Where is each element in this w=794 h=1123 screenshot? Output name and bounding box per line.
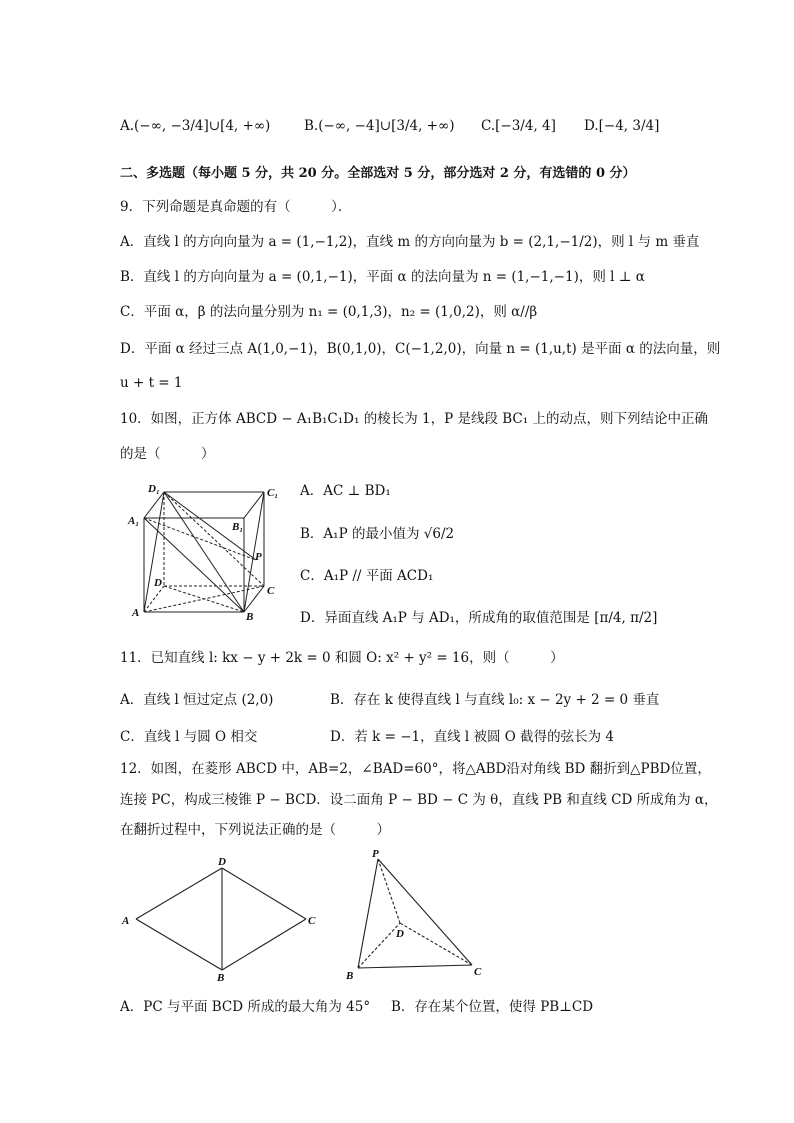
q9-option-c: C．平面 α，β 的法向量分别为 n₁ = (0,1,3)，n₂ = (1,0,2)，则 α//β (120, 304, 538, 320)
q9-stem: 9．下列命题是真命题的有（ ）． (120, 199, 352, 215)
label-b1: B₁ (232, 521, 244, 533)
q8-option-c: C.[−3/4, 4] (481, 118, 556, 134)
q8-option-d: D.[−4, 3/4] (584, 118, 660, 134)
rhombus-label-b: B (217, 972, 225, 984)
rhombus-label-d: D (218, 856, 226, 868)
q9-option-d-line1: D．平面 α 经过三点 A(1,0,−1)，B(0,1,0)，C(−1,2,0)，向量 n = (1,u,t) 是平面 α 的法向量，则 (120, 341, 721, 357)
rhombus-label-a: A (122, 915, 130, 927)
section-title: 二、多选题（每小题 5 分，共 20 分。全部选对 5 分，部分选对 2 分，有选错的 0 分） (120, 166, 636, 181)
label-c1: C₁ (267, 487, 279, 499)
rhombus-label-c: C (308, 915, 316, 927)
q9-option-a: A．直线 l 的方向向量为 a = (1,−1,2)，直线 m 的方向向量为 b = (2,1,−1/2)，则 l 与 m 垂直 (120, 234, 700, 250)
pyramid-label-b: B (346, 970, 354, 982)
q12-stem-line2: 连接 PC，构成三棱锥 P − BCD．设二面角 P − BD − C 为 θ，直线 PB 和直线 CD 所成角为 α， (120, 792, 718, 808)
q9-option-b: B．直线 l 的方向向量为 a = (0,1,−1)，平面 α 的法向量为 n = (1,−1,−1)，则 l ⊥ α (120, 269, 645, 285)
q12-stem-line3: 在翻折过程中，下列说法正确的是（ ） (120, 822, 390, 838)
label-c: C (267, 585, 275, 597)
label-a: A (132, 607, 140, 619)
q10-option-d: D．异面直线 A₁P 与 AD₁，所成角的取值范围是 [π/4, π/2] (300, 610, 658, 626)
q11-option-a: A．直线 l 恒过定点 (2,0) (120, 692, 274, 708)
q11-stem: 11．已知直线 l: kx − y + 2k = 0 和圆 O: x² + y² = 16，则（ ） (120, 650, 564, 666)
q8-option-a: A.(−∞, −3/4]∪[4, +∞) (120, 118, 271, 134)
label-b: B (246, 611, 254, 623)
q10-stem-line2: 的是（ ） (120, 446, 215, 462)
q11-option-d: D．若 k = −1，直线 l 被圆 O 截得的弦长为 4 (330, 729, 615, 745)
label-p: P (255, 551, 262, 563)
q8-option-b: B.(−∞, −4]∪[3/4, +∞) (304, 118, 455, 134)
q12-option-a: A．PC 与平面 BCD 所成的最大角为 45° (120, 999, 371, 1015)
label-a1: A₁ (128, 515, 140, 527)
q11-option-b: B．存在 k 使得直线 l 与直线 l₀: x − 2y + 2 = 0 垂直 (330, 692, 660, 708)
pyramid-label-d: D (396, 928, 404, 940)
q10-stem-line1: 10．如图，正方体 ABCD − A₁B₁C₁D₁ 的棱长为 1，P 是线段 BC₁ 上的动点，则下列结论中正确 (120, 411, 708, 427)
q12-option-b: B．存在某个位置，使得 PB⊥CD (391, 999, 594, 1015)
q10-option-c: C．A₁P // 平面 ACD₁ (300, 568, 434, 584)
rhombus-figure (120, 850, 320, 984)
pyramid-label-c: C (474, 966, 482, 978)
q10-option-b: B．A₁P 的最小值为 √6/2 (300, 526, 455, 542)
label-d: D (154, 577, 162, 589)
q12-stem-line1: 12．如图，在菱形 ABCD 中，AB=2，∠BAD=60°，将△ABD沿对角线 BD 翻折到△PBD位置， (120, 761, 711, 777)
q10-option-a: A．AC ⊥ BD₁ (300, 483, 391, 499)
pyramid-label-p: P (372, 848, 379, 860)
cube-figure (128, 482, 278, 622)
q9-option-d-line2: u + t = 1 (120, 375, 183, 391)
q11-option-c: C．直线 l 与圆 O 相交 (120, 729, 258, 745)
label-d1: D₁ (148, 483, 160, 495)
pyramid-figure (340, 845, 490, 985)
